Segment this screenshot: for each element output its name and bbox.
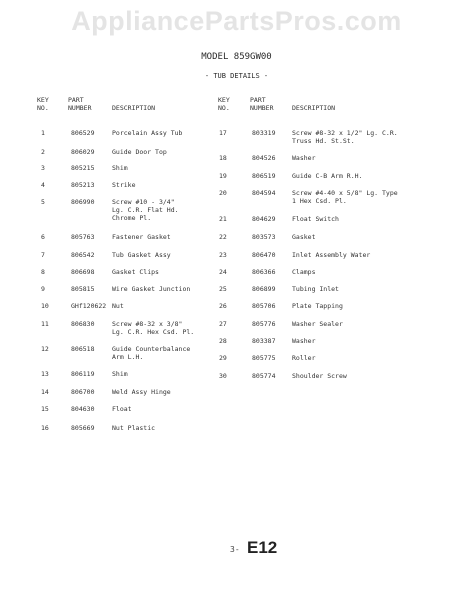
part-description: Clamps xyxy=(292,268,316,276)
key-number: 3 xyxy=(41,164,45,172)
right-key-header: KEY NO. xyxy=(218,96,230,112)
right-part-header: PART NUMBER xyxy=(250,96,274,112)
part-number: 805776 xyxy=(252,320,276,328)
key-number: 22 xyxy=(219,233,227,241)
key-number: 9 xyxy=(41,285,45,293)
part-description: Guide Door Top xyxy=(112,148,167,156)
part-number: 806990 xyxy=(71,198,95,206)
part-number: 805763 xyxy=(71,233,95,241)
key-number: 19 xyxy=(219,172,227,180)
key-number: 15 xyxy=(41,405,49,413)
part-number: 805215 xyxy=(71,164,95,172)
key-number: 11 xyxy=(41,320,49,328)
part-description: Plate Tapping xyxy=(292,302,343,310)
key-number: 28 xyxy=(219,337,227,345)
page-number: 3- xyxy=(230,545,240,554)
part-number: 805213 xyxy=(71,181,95,189)
key-number: 6 xyxy=(41,233,45,241)
part-number: 805775 xyxy=(252,354,276,362)
part-number: 804526 xyxy=(252,154,276,162)
watermark-text: AppliancePartsPros.com xyxy=(71,6,402,36)
part-description: Screw #8-32 x 1/2" Lg. C.R. Truss Hd. St.St. xyxy=(292,129,398,145)
part-description: Guide Counterbalance Arm L.H. xyxy=(112,345,191,361)
key-number: 8 xyxy=(41,268,45,276)
key-number: 29 xyxy=(219,354,227,362)
part-description: Tub Gasket Assy xyxy=(112,251,171,259)
key-number: 2 xyxy=(41,148,45,156)
key-number: 10 xyxy=(41,302,49,310)
part-description: Screw #10 - 3/4" Lg. C.R. Flat Hd. Chrome Pl. xyxy=(112,198,179,222)
page-code: E12 xyxy=(247,538,278,557)
key-number: 4 xyxy=(41,181,45,189)
key-number: 18 xyxy=(219,154,227,162)
right-desc-header: DESCRIPTION xyxy=(292,104,336,112)
part-number: 804629 xyxy=(252,215,276,223)
key-number: 5 xyxy=(41,198,45,206)
part-description: Nut xyxy=(112,302,124,310)
key-number: 20 xyxy=(219,189,227,197)
part-number: 803319 xyxy=(252,129,276,137)
part-description: Float xyxy=(112,405,132,413)
part-description: Gasket xyxy=(292,233,316,241)
key-number: 17 xyxy=(219,129,227,137)
left-part-header: PART NUMBER xyxy=(68,96,92,112)
part-description: Roller xyxy=(292,354,316,362)
left-desc-header: DESCRIPTION xyxy=(112,104,156,112)
key-number: 27 xyxy=(219,320,227,328)
part-description: Washer xyxy=(292,154,316,162)
key-number: 14 xyxy=(41,388,49,396)
part-description: Wire Gasket Junction xyxy=(112,285,191,293)
part-number: 806366 xyxy=(252,268,276,276)
part-description: Float Switch xyxy=(292,215,339,223)
section-subtitle: - TUB DETAILS - xyxy=(204,72,269,80)
key-number: 7 xyxy=(41,251,45,259)
left-key-header: KEY NO. xyxy=(37,96,49,112)
part-description: Washer xyxy=(292,337,316,345)
part-description: Gasket Clips xyxy=(112,268,159,276)
key-number: 23 xyxy=(219,251,227,259)
part-number: 806470 xyxy=(252,251,276,259)
part-number: 806519 xyxy=(252,172,276,180)
part-description: Shim xyxy=(112,370,128,378)
part-description: Washer Sealer xyxy=(292,320,343,328)
part-number: GHf120622 xyxy=(71,302,107,310)
part-number: 806529 xyxy=(71,129,95,137)
part-number: 806119 xyxy=(71,370,95,378)
part-description: Strike xyxy=(112,181,136,189)
part-description: Screw #8-32 x 3/8" Lg. C.R. Hex Csd. Pl. xyxy=(112,320,195,336)
part-number: 804630 xyxy=(71,405,95,413)
key-number: 24 xyxy=(219,268,227,276)
part-description: Porcelain Assy Tub xyxy=(112,129,183,137)
model-title: MODEL 859GW00 xyxy=(201,52,272,62)
key-number: 12 xyxy=(41,345,49,353)
part-description: Screw #4-40 x 5/8" Lg. Type 1 Hex Csd. Pl. xyxy=(292,189,398,205)
part-number: 806899 xyxy=(252,285,276,293)
key-number: 1 xyxy=(41,129,45,137)
key-number: 26 xyxy=(219,302,227,310)
key-number: 30 xyxy=(219,372,227,380)
part-number: 806029 xyxy=(71,148,95,156)
part-number: 805706 xyxy=(252,302,276,310)
part-description: Inlet Assembly Water xyxy=(292,251,371,259)
part-number: 805669 xyxy=(71,424,95,432)
part-description: Fastener Gasket xyxy=(112,233,171,241)
part-number: 806542 xyxy=(71,251,95,259)
part-number: 803387 xyxy=(252,337,276,345)
part-description: Weld Assy Hinge xyxy=(112,388,171,396)
part-description: Tubing Inlet xyxy=(292,285,339,293)
part-number: 806830 xyxy=(71,320,95,328)
part-number: 806700 xyxy=(71,388,95,396)
part-number: 803573 xyxy=(252,233,276,241)
part-number: 806698 xyxy=(71,268,95,276)
part-number: 804594 xyxy=(252,189,276,197)
key-number: 16 xyxy=(41,424,49,432)
part-description: Shim xyxy=(112,164,128,172)
part-number: 805774 xyxy=(252,372,276,380)
key-number: 13 xyxy=(41,370,49,378)
part-description: Guide C-B Arm R.H. xyxy=(292,172,363,180)
part-description: Nut Plastic xyxy=(112,424,156,432)
key-number: 21 xyxy=(219,215,227,223)
part-description: Shoulder Screw xyxy=(292,372,347,380)
key-number: 25 xyxy=(219,285,227,293)
part-number: 806518 xyxy=(71,345,95,353)
part-number: 805815 xyxy=(71,285,95,293)
